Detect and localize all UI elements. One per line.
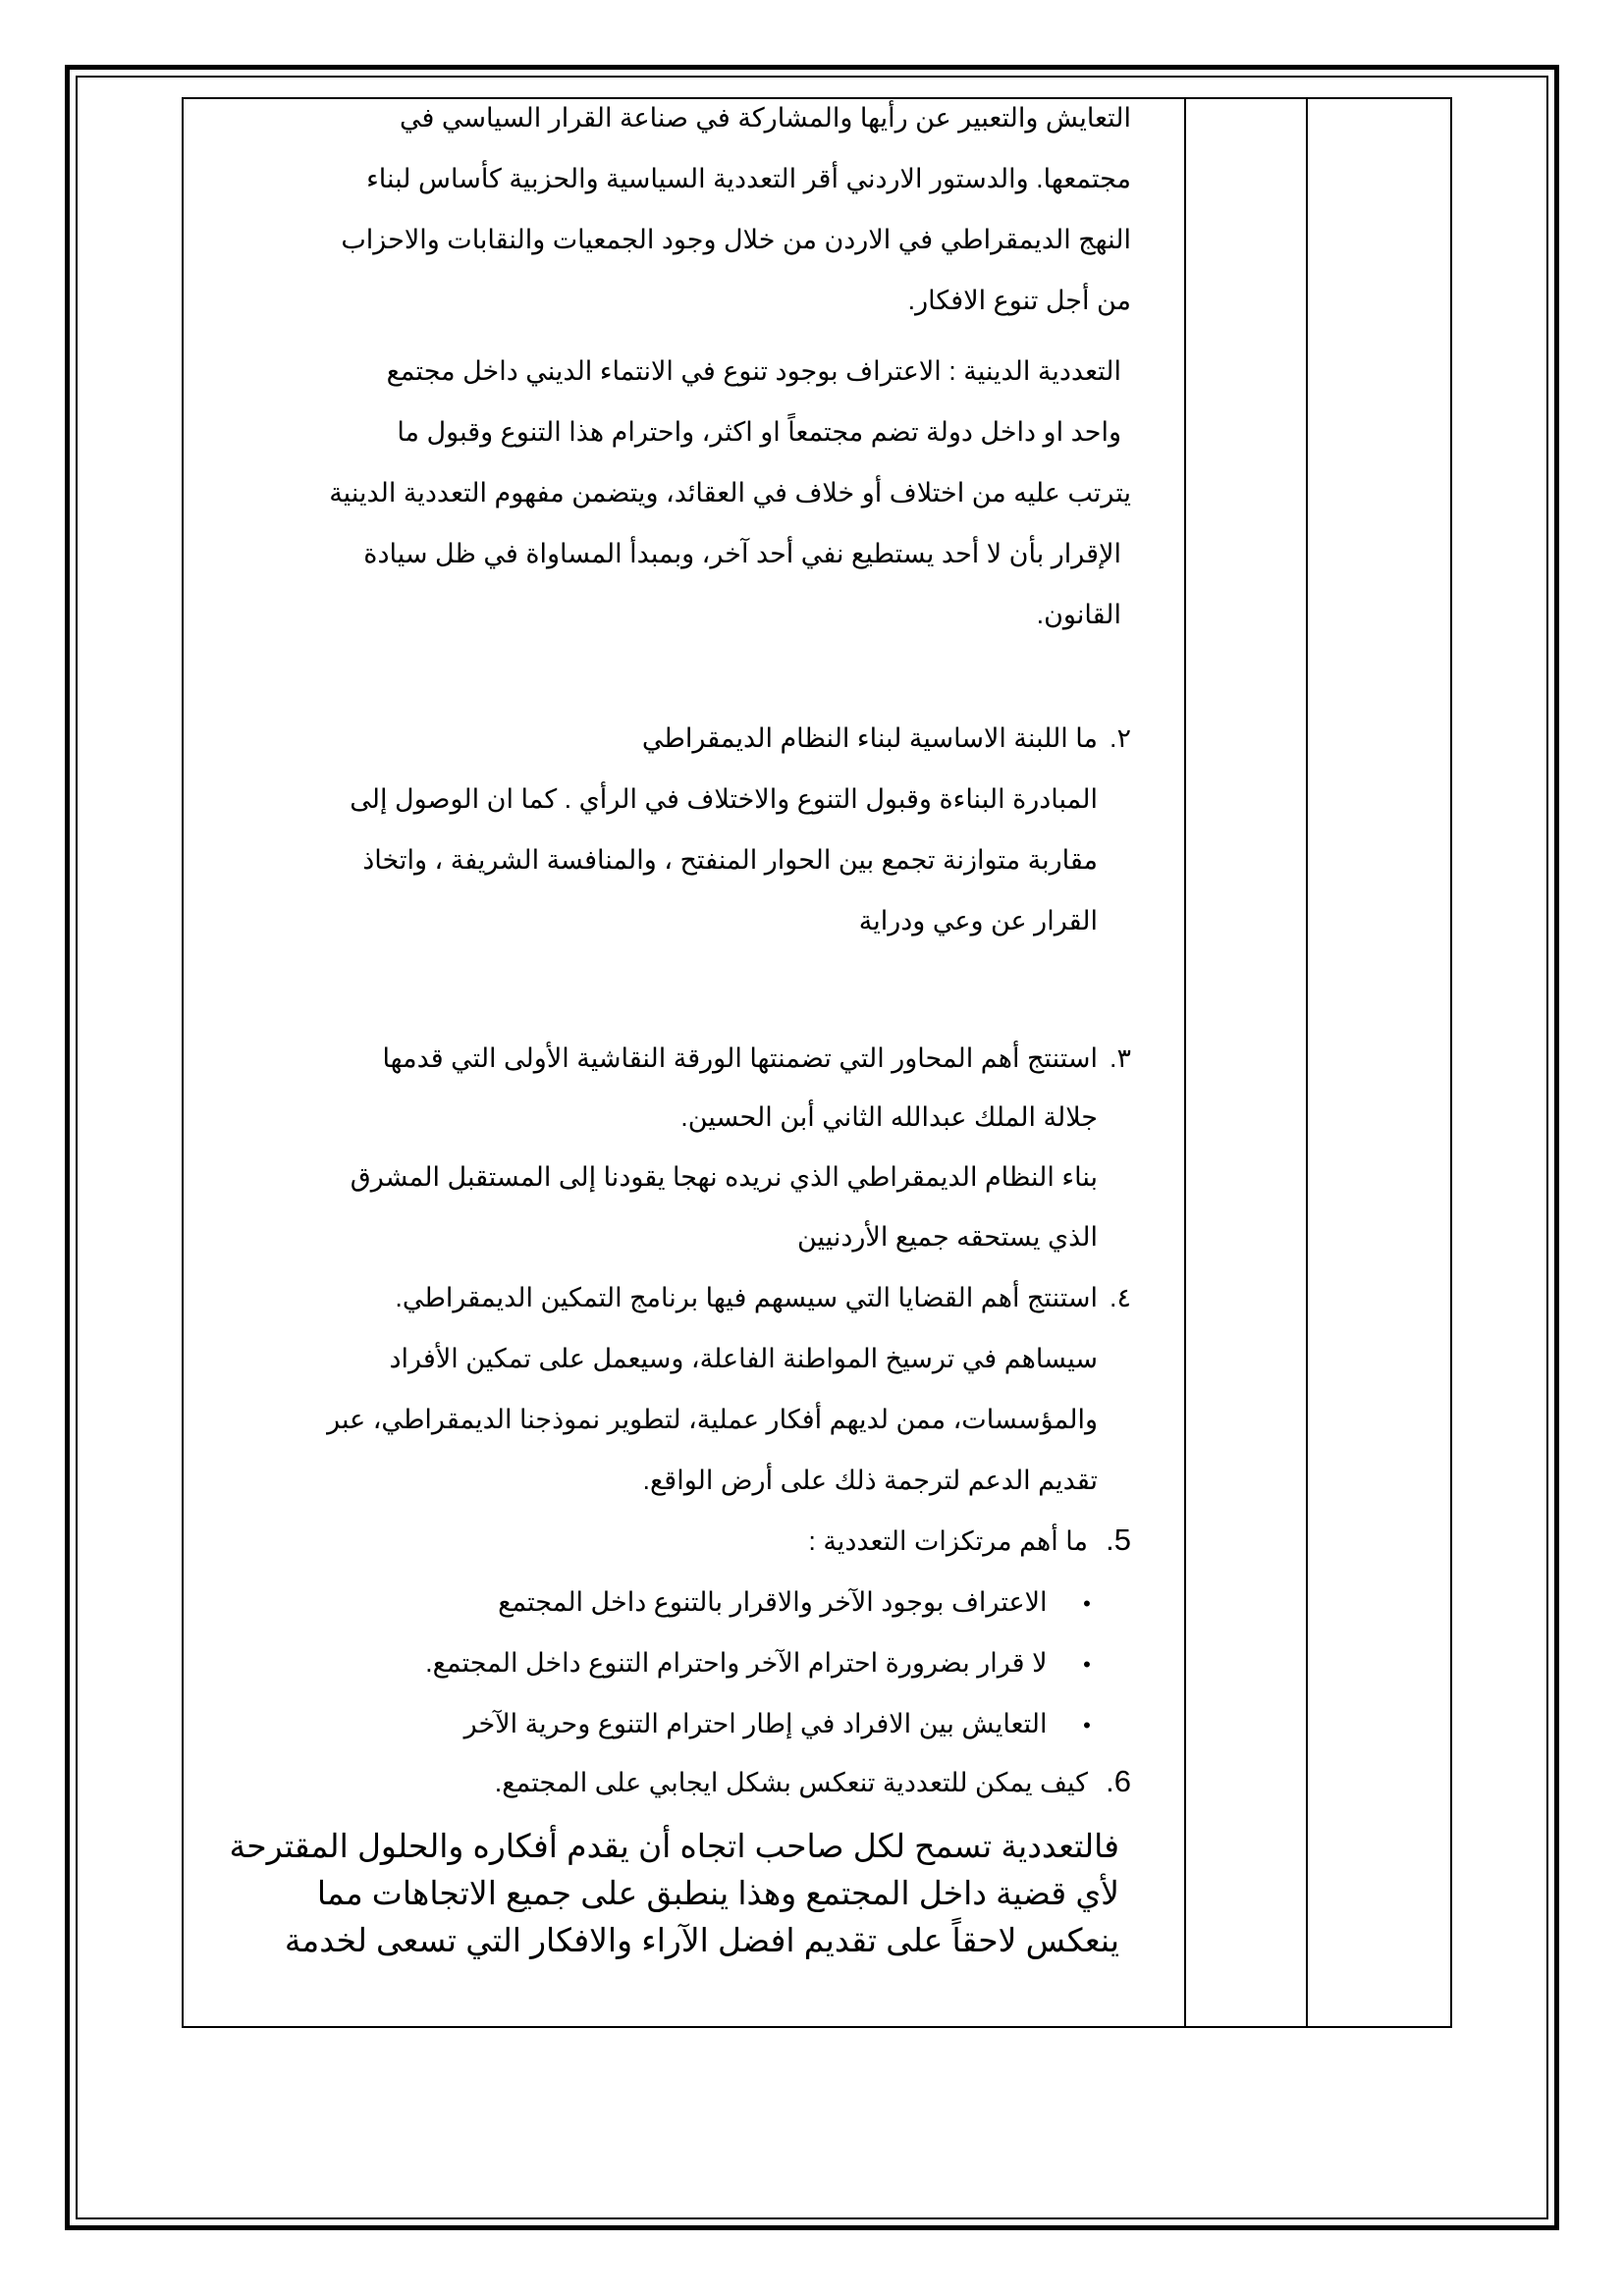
question-number: ٤. <box>1109 1283 1131 1312</box>
answer-line: فالتعددية تسمح لكل صاحب اتجاه أن يقدم أفكاره والحلول المقترحة <box>229 1828 1119 1864</box>
question-number: 6. <box>1106 1764 1131 1798</box>
answer-line: لأي قضية داخل المجتمع وهذا ينطبق على جميع الاتجاهات مما <box>316 1875 1119 1911</box>
bullet-icon: • <box>1083 1713 1091 1737</box>
bullet-text: التعايش بين الافراد في إطار احترام التنوع وحرية الآخر <box>463 1709 1048 1738</box>
question-text: استنتج أهم القضايا التي سيسهم فيها برنامج التمكين الديمقراطي. <box>395 1283 1098 1312</box>
paragraph-line: مجتمعها. والدستور الاردني أقر التعددية السياسية والحزبية كأساس لبناء <box>366 164 1131 193</box>
question-number: ٢. <box>1109 723 1131 753</box>
answer-line: بناء النظام الديمقراطي الذي نريده نهجا يقودنا إلى المستقبل المشرق <box>350 1162 1098 1192</box>
paragraph-line: التعايش والتعبير عن رأيها والمشاركة في صناعة القرار السياسي في <box>399 103 1131 133</box>
bullet-text: لا قرار بضرورة احترام الآخر واحترام التنوع داخل المجتمع. <box>425 1648 1048 1678</box>
bullet-icon: • <box>1083 1652 1091 1677</box>
bullet-item <box>464 1709 1098 1739</box>
question-text: ما أهم مرتكزات التعددية : <box>808 1526 1088 1556</box>
table-column-divider <box>1184 97 1186 2028</box>
question-number: 5. <box>1106 1522 1131 1557</box>
answer-line: الذي يستحقه جميع الأردنيين <box>797 1222 1098 1252</box>
answer-line: ينعكس لاحقاً على تقديم افضل الآراء والافكار التي تسعى لخدمة <box>284 1922 1119 1958</box>
answer-line: والمؤسسات، ممن لديهم أفكار عملية، لتطوير نموذجنا الديمقراطي، عبر <box>327 1405 1098 1434</box>
paragraph-line: يترتب عليه من اختلاف أو خلاف في العقائد، ويتضمن مفهوم التعددية الدينية <box>329 478 1131 507</box>
paragraph-line: النهج الديمقراطي في الاردن من خلال وجود الجمعيات والنقابات والاحزاب <box>341 225 1131 254</box>
question-text: ما اللبنة الاساسية لبناء النظام الديمقراطي <box>641 723 1098 753</box>
bullet-icon: • <box>1083 1591 1091 1616</box>
question-text: استنتج أهم المحاور التي تضمنتها الورقة النقاشية الأولى التي قدمها <box>382 1043 1098 1073</box>
answer-cell <box>192 97 1135 2021</box>
bullet-text: الاعتراف بوجود الآخر والاقرار بالتنوع داخل المجتمع <box>498 1587 1048 1617</box>
paragraph-line: واحد او داخل دولة تضم مجتمعاً او اكثر، واحترام هذا التنوع وقبول ما <box>397 417 1121 447</box>
question-text: جلالة الملك عبدالله الثاني أبن الحسين. <box>680 1102 1098 1132</box>
table-column-divider <box>1306 97 1308 2028</box>
paragraph-line: القانون. <box>1036 600 1121 629</box>
bullet-item <box>498 1587 1098 1618</box>
paragraph-line: الإقرار بأن لا أحد يستطيع نفي أحد آخر، وبمبدأ المساواة في ظل سيادة <box>363 539 1121 568</box>
answer-line: سيساهم في ترسيخ المواطنة الفاعلة، وسيعمل على تمكين الأفراد <box>389 1344 1098 1373</box>
answer-line: تقديم الدعم لترجمة ذلك على أرض الواقع. <box>642 1466 1098 1495</box>
answer-line: المبادرة البناءة وقبول التنوع والاختلاف في الرأي . كما ان الوصول إلى <box>350 784 1098 814</box>
question-text: كيف يمكن للتعددية تنعكس بشكل ايجابي على المجتمع. <box>494 1768 1088 1797</box>
question-number: ٣. <box>1109 1043 1131 1073</box>
bullet-item <box>425 1648 1098 1679</box>
paragraph-line: من أجل تنوع الافكار. <box>907 286 1131 315</box>
answer-line: القرار عن وعي ودراية <box>858 906 1098 935</box>
paragraph-line: التعددية الدينية : الاعتراف بوجود تنوع في الانتماء الديني داخل مجتمع <box>386 356 1121 386</box>
answer-line: مقاربة متوازنة تجمع بين الحوار المنفتح ، والمنافسة الشريفة ، واتخاذ <box>362 845 1098 875</box>
